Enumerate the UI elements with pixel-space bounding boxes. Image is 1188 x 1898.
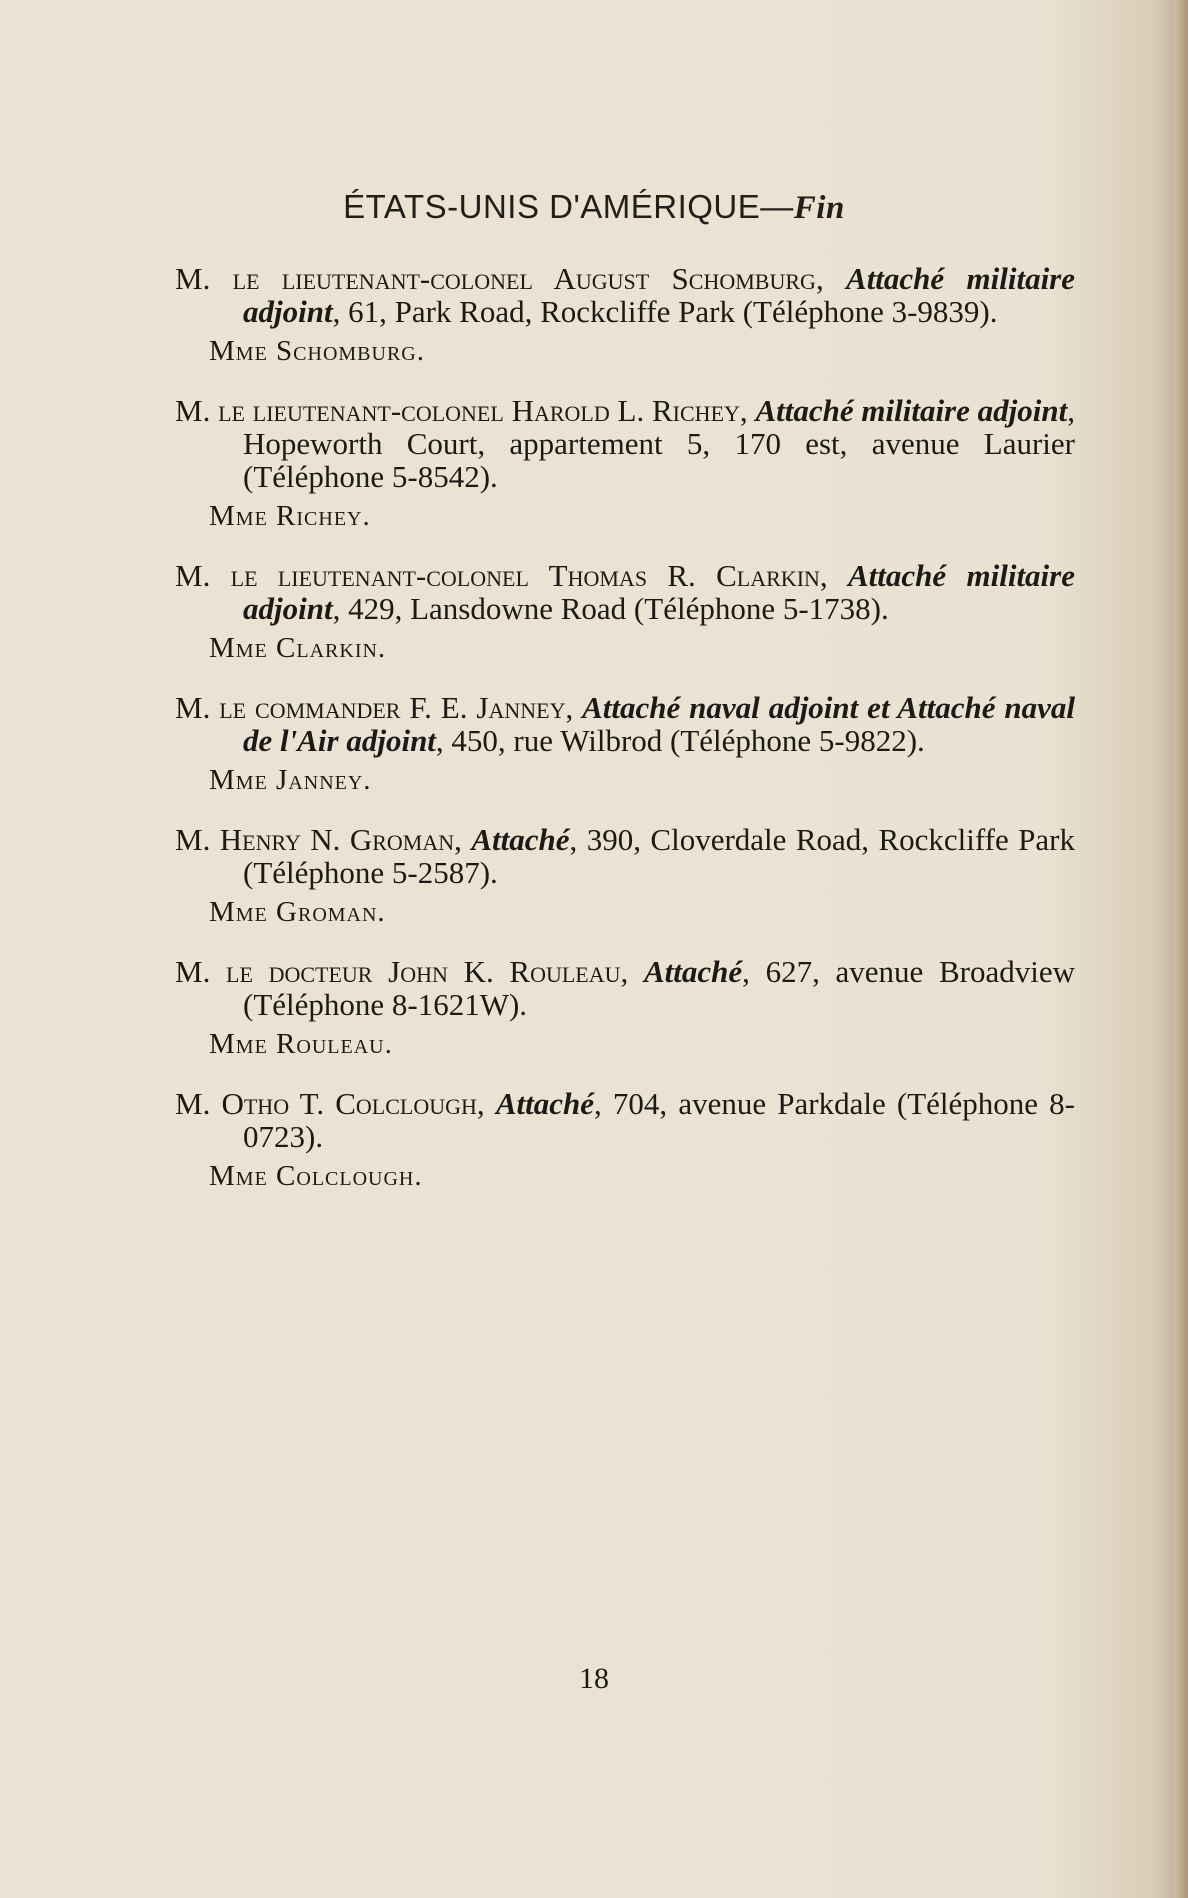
list-item	[175, 823, 1075, 929]
entry-address: , 627, avenue Broadview (Téléphone 8-1621W).	[243, 954, 1076, 1022]
entry-text	[175, 823, 1075, 889]
list-item	[175, 559, 1075, 665]
entry-separator: ,	[476, 1086, 496, 1121]
entry-name: F. E. Janney	[400, 690, 566, 725]
entry-rank: le lieutenant-colonel	[232, 261, 533, 296]
entry-prefix: M.	[175, 393, 219, 428]
list-item	[175, 262, 1075, 368]
entry-role: Attaché militaire adjoint	[243, 558, 1075, 626]
entry-rank: le lieutenant-colonel	[218, 393, 504, 428]
attache-list	[175, 262, 1075, 1219]
entry-role: Attaché	[643, 954, 743, 989]
entry-address: , Hopeworth Court, appartement 5, 170 est, avenue Laurier (Téléphone 5-8542).	[243, 393, 1075, 494]
list-item	[175, 955, 1075, 1061]
entry-spouse: Mme Clarkin.	[209, 632, 387, 664]
list-item	[175, 691, 1075, 797]
entry-separator: ,	[454, 822, 472, 857]
entry-address: , 61, Park Road, Rockcliffe Park (Téléphone 3-9839).	[332, 294, 998, 329]
heading-main: ÉTATS-UNIS D'AMÉRIQUE—	[343, 188, 794, 225]
entry-address: , 450, rue Wilbrod (Téléphone 5-9822).	[435, 723, 925, 758]
entry-spouse: Mme Groman.	[209, 896, 386, 928]
entry-spouse: Mme Janney.	[209, 764, 372, 796]
entry-name: Henry N. Groman	[219, 822, 455, 857]
entry-text	[175, 394, 1075, 493]
entry-prefix: M.	[175, 690, 220, 725]
entry-text	[175, 262, 1075, 328]
entry-separator: ,	[815, 261, 847, 296]
entry-role: Attaché militaire adjoint	[755, 393, 1068, 428]
entry-spouse: Mme Richey.	[209, 500, 371, 532]
entry-separator: ,	[620, 954, 644, 989]
entry-prefix: M.	[175, 822, 220, 857]
entry-spouse: Mme Colclough.	[209, 1160, 423, 1192]
entry-name: August Schomburg	[532, 261, 816, 296]
entry-role: Attaché	[471, 822, 570, 857]
entry-rank: le lieutenant-colonel	[230, 558, 529, 593]
entry-name: Harold L. Richey	[503, 393, 740, 428]
list-item	[175, 394, 1075, 533]
entry-address: , 704, avenue Parkdale (Téléphone 8-0723).	[243, 1086, 1076, 1154]
entry-role: Attaché militaire adjoint	[243, 261, 1076, 329]
entry-separator: ,	[565, 690, 583, 725]
page-number: 18	[579, 1662, 609, 1695]
entry-role: Attaché naval adjoint et Attaché naval de l'Air adjoint	[243, 690, 1075, 758]
heading-suffix: Fin	[793, 190, 845, 226]
entry-name: Thomas R. Clarkin	[528, 558, 820, 593]
entry-address: , 429, Lansdowne Road (Téléphone 5-1738).	[332, 591, 889, 626]
entry-text	[175, 955, 1075, 1021]
entry-prefix: M.	[175, 558, 231, 593]
entry-separator: ,	[819, 558, 848, 593]
entry-prefix: M.	[175, 261, 233, 296]
entry-rank: le commander	[219, 690, 401, 725]
entry-text	[175, 691, 1075, 757]
entry-role: Attaché	[495, 1086, 594, 1121]
entry-address: , 390, Cloverdale Road, Rockcliffe Park (Téléphone 5-2587).	[243, 822, 1076, 890]
list-item	[175, 1087, 1075, 1193]
entry-name: John K. Rouleau	[372, 954, 621, 989]
page-edge	[1174, 0, 1188, 1898]
page-heading	[0, 188, 1188, 227]
entry-rank: le docteur	[226, 954, 373, 989]
entry-text	[175, 1087, 1075, 1153]
entry-name: Otho T. Colclough	[221, 1086, 477, 1121]
entry-separator: ,	[739, 393, 756, 428]
entry-text	[175, 559, 1075, 625]
entry-spouse: Mme Rouleau.	[209, 1028, 393, 1060]
entry-spouse: Mme Schomburg.	[209, 335, 425, 367]
entry-prefix: M.	[175, 954, 227, 989]
entry-prefix: M.	[175, 1086, 222, 1121]
